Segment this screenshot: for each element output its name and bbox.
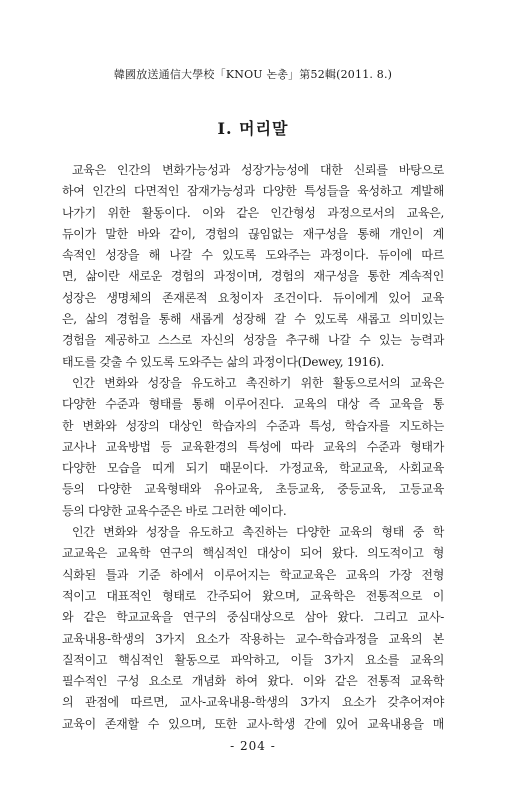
text-line: 경험을 제공하고 스스로 자신의 성장을 추구해 나갈 수 있는 능력과	[62, 333, 444, 348]
text-line: 의 관점에 따르면, 교사-교육내용-학생의 3가지 요소가 갖추어져야	[62, 695, 444, 710]
text-line: 한 변화와 성장의 대상인 학습자의 수준과 특성, 학습자를 지도하는	[62, 418, 444, 433]
text-line: 등의 다양한 교육형태와 유아교육, 초등교육, 중등교육, 고등교육	[62, 482, 444, 497]
text-line: 식화된 틀과 기준 하에서 이루어지는 학교교육은 교육의 가장 전형	[62, 567, 444, 582]
text-line: 교사나 교육방법 등 교육환경의 특성에 따라 교육의 수준과 형태가	[62, 439, 444, 454]
running-header: 韓國放送通信大學校「KNOU 논총」第52輯(2011. 8.)	[113, 68, 393, 81]
text-line: 적이고 대표적인 형태로 간주되어 왔으며, 교육학은 전통적으로 이	[62, 588, 444, 603]
text-line: 교육내용-학생의 3가지 요소가 작용하는 교수-학습과정을 교육의 본	[62, 631, 444, 646]
text-line: 나가기 위한 활동이다. 이와 같은 인간형성 과정으로서의 교육은,	[62, 205, 444, 220]
text-line: 질적이고 핵심적인 활동으로 파악하고, 이들 3가지 요소를 교육의	[62, 652, 444, 667]
section-title: Ⅰ. 머리말	[217, 119, 289, 138]
text-line: 면, 삶이란 새로운 경험의 과정이며, 경험의 재구성을 통한 계속적인	[62, 269, 444, 284]
text-line: 하여 인간의 다면적인 잠재가능성과 다양한 특성들을 육성하고 계발해	[62, 184, 444, 199]
text-line: 인간 변화와 성장을 유도하고 촉진하기 위한 활동으로서의 교육은	[72, 375, 444, 390]
text-line: 속적인 성장을 해 나갈 수 있도록 도와주는 과정이다. 듀이에 따르	[62, 248, 444, 263]
text-line: 듀이가 말한 바와 같이, 경험의 끊임없는 재구성을 통해 개인이 계	[62, 226, 444, 241]
body-text	[62, 160, 444, 735]
text-line: 등의 다양한 교육수준은 바로 그러한 예이다.	[62, 503, 287, 518]
text-line: 교육은 인간의 변화가능성과 성장가능성에 대한 신뢰를 바탕으로	[72, 163, 444, 177]
text-line: 성장은 생명체의 존재론적 요청이자 조건이다. 듀이에게 있어 교육	[62, 290, 444, 305]
text-line: 인간 변화와 성장을 유도하고 촉진하는 다양한 교육의 형태 중 학	[72, 525, 444, 540]
text-line: 와 같은 학교교육을 연구의 중심대상으로 삼아 왔다. 그리고 교사-	[62, 610, 444, 625]
text-line: 교교육은 교육학 연구의 핵심적인 대상이 되어 왔다. 의도적이고 형	[62, 546, 444, 561]
text-line: 다양한 모습을 띠게 되기 때문이다. 가정교육, 학교교육, 사회교육	[62, 461, 444, 476]
page-number: - 204 -	[230, 739, 276, 753]
text-line: 은, 삶의 경험을 통해 새롭게 성장해 갈 수 있도록 새롭고 의미있는	[62, 312, 444, 327]
text-line: 다양한 수준과 형태를 통해 이루어진다. 교육의 대상 즉 교육을 통	[62, 397, 444, 412]
text-line: 필수적인 구성 요소로 개념화 하여 왔다. 이와 같은 전통적 교육학	[62, 674, 444, 689]
text-line: 교육이 존재할 수 있으며, 또한 교사-학생 간에 있어 교육내용을 매	[62, 716, 444, 731]
text-line: 태도를 갖출 수 있도록 도와주는 삶의 과정이다(Dewey, 1916).	[62, 354, 385, 369]
